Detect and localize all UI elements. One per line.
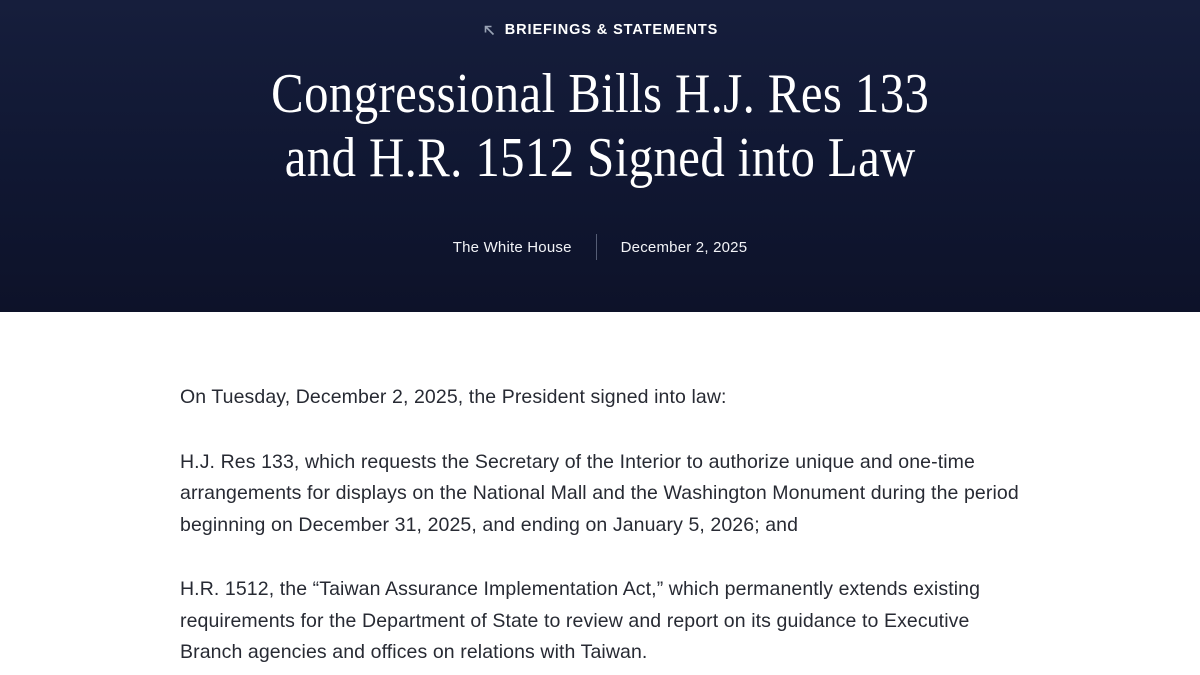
article-body — [180, 312, 1020, 669]
breadcrumb-label: BRIEFINGS & STATEMENTS — [504, 22, 719, 38]
article-paragraph: On Tuesday, December 2, 2025, the President signed into law: — [180, 386, 727, 408]
page-title — [271, 62, 929, 190]
breadcrumb-briefings-statements[interactable] — [482, 22, 718, 38]
arrow-up-left-icon — [482, 23, 496, 37]
article-paragraph: H.R. 1512, the “Taiwan Assurance Implementation Act,” which permanently extends existing requirements for the Department of State to review and report on its guidance to Executive Branch agencies and offices on relations with Taiwan. — [180, 578, 981, 663]
page-title-line-1: Congressional Bills H.J. Res 133 — [270, 63, 930, 125]
page-title-line-2: and H.R. 1512 Signed into Law — [284, 127, 916, 189]
meta-source: The White House — [452, 238, 572, 256]
article-meta — [453, 234, 748, 260]
meta-divider — [596, 234, 597, 260]
meta-date: December 2, 2025 — [620, 238, 748, 256]
article-paragraph: H.J. Res 133, which requests the Secretary of the Interior to authorize unique and one-time arrangements for displays on the National Mall and the Washington Monument during the period beginning on December 31, 2025, and ending on January 5, 2026; and — [180, 450, 1019, 536]
hero-header — [0, 0, 1200, 312]
